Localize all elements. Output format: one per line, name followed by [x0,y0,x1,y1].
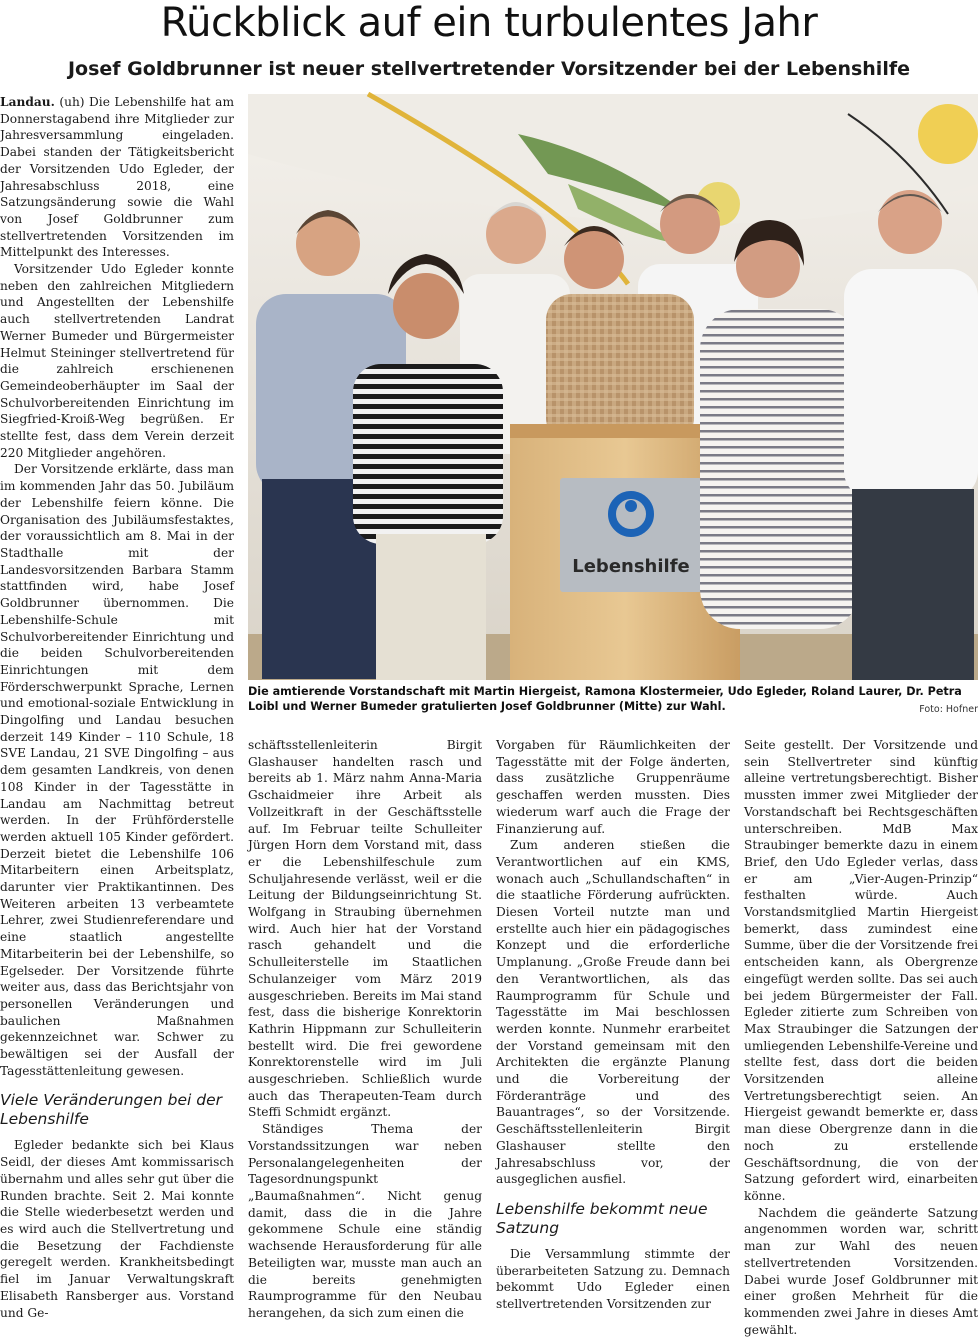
person-2-shirt [353,364,503,544]
paragraph: schäftsstellenleiterin Birgit Glashauser handelten rasch und bereits ab 1. März nahm Anna-Maria Gschaidmeier ihre Arbeit als Vollzeitkraft in der Geschäftsstelle auf. Im Februar teilte Schulleiter Jürgen Horn dem Vorstand mit, dass er die Lebenshilfeschule zum Schuljahresende verlässt, weil er die Leitung der Bildungseinrichtung St. Wolfgang in Straubing übernehmen wird. Auch hier hat der Vorstand rasch gehandelt und die Schulleiterstelle im Staatlichen Schulanzeiger vom März 2019 ausgeschrieben. Bereits im Mai stand fest, dass die bisherige Konrektorin Kathrin Hippmann zur Schulleiterin bestellt wird. Die frei gewordene Konrektorenstelle wird im Juli ausgeschrieben. Schließlich wurde auch das Therapeuten-Team durch Steffi Schmidt ergänzt. [248,738,482,1120]
article-subheadline: Josef Goldbrunner ist neuer stellvertretender Vorsitzender bei der Lebenshilfe [67,58,910,80]
paragraph: Die Versammlung stimmte der überarbeiteten Satzung zu. Demnach bekommt Udo Egleder einen stellvertretenden Vorsitzenden zur [496,1246,730,1312]
person-7-shirt [844,269,978,499]
paragraph: Vorgaben für Räumlichkeiten der Tagesstätte mit der Folge änderten, dass zusätzliche Gruppenräume geschaffen werden mussten. Dies wiederum warf auch die Frage der Finanzierung auf. [496,738,730,836]
paragraph: Nachdem die geänderte Satzung angenommen worden war, schritt man zur Wahl des neuen stellvertretenden Vorsitzenden. Dabei wurde Josef Goldbrunner mit einer großen Mehrheit für die kommenden zwei Jahre in dieses Amt gewählt. [744,1205,978,1337]
paragraph: Zum anderen stießen die Verantwortlichen auf ein KMS, wonach auch „Schullandschaften“ in die staatliche Förderung aufrückten. Diesen Vorteil nutzte man und erstellte auch hier ein pädagogisches Konzept und die erforderliche Umplanung. „Große Freude dann bei den Verantwortlichen, als das Raumprogramm für Schule und Tagesstätte im Mai beschlossen werden konnte. Nunmehr erarbeitet der Vorstand gemeinsam mit den Architekten die ergänzte Planung und die Vorbereitung der Förderanträge und des Bauantrages“, so der Vorsitzende. Geschäftsstellenleiterin Birgit Glashauser stellte den Jahresabschluss vor, der ausgeglichen ausfiel. [496,838,730,1187]
text-column-4 [744,737,978,1337]
paragraph: Landau. (uh) Die Lebenshilfe hat am Donnerstagabend ihre Mitglieder zur Jahresversammlung eingeladen. Dabei standen der Tätigkeitsbericht der Vorsitzenden Udo Egleder, der Jahresabschluss 2018, eine Satzungsänderung sowie die Wahl von Josef Goldbrunner zum stellvertretenden Vorsitzenden im Mittelpunkt des Interesses. [0,95,234,260]
paragraph: Seite gestellt. Der Vorsitzende und sein Stellvertreter sind künftig alleine vertretungsberechtigt. Bisher mussten immer zwei Mitglieder der Vorstandschaft bei Rechtsgeschäften unterschreiben. MdB Max Straubinger bemerkte dazu in einem Brief, den Udo Egleder verlas, dass er am „Vier-Augen-Prinzip“ festhalten würde. Auch Vorstandsmitglied Martin Hiergeist bemerkt, dass zumindest eine Summe, über die der Vorsitzende frei entscheiden kann, als Obergrenze eingefügt werden sollte. Das sei auch bei jedem Bürgermeister der Fall. Egleder zitierte zum Schreiben von Max Straubinger die Satzungen der umliegenden Lebenshilfe-Vereine und stellte fest, dass dort die beiden Vorsitzenden alleine Vertretungsberechtigt seien. An Hiergeist gewandt bemerkte er, dass man diese Obergrenze dann in die noch zu erstellende Geschäftsordnung, die von der Satzung gefordert wird, einarbeiten könne. [744,738,978,1203]
photo-credit: Foto: Hofner [919,704,978,715]
paragraph: Ständiges Thema der Vorstandssitzungen war neben Personalangelegenheiten der Tagesordnungspunkt „Baumaßnahmen“. Nicht genug damit, dass die in die Jahre gekommene Schule eine ständig wachsende Herausforderung für alle Beteiligten war, musste man auch an die bereits genehmigten Raumprogramme für den Neubau herangehen, da sich zum einen die [248,1122,482,1320]
paragraph: Der Vorsitzende erklärte, dass man im kommenden Jahr das 50. Jubiläum der Lebenshilfe feiern könne. Die Organisation des Jubiläumsfestaktes, der voraussichtlich am 8. Mai in der Stadthalle mit der Landesvorsitzenden Barbara Stamm stattfinden wird, habe Josef Goldbrunner übernommen. Die Lebenshilfe-Schule mit Schulvorbereitender Einrichtung und die beiden Schulvorbereitenden Einrichtungen mit dem Förderschwerpunkt Sprache, Lernen und emotional-soziale Entwicklung in Dingolfing und Landau besuchen derzeit 149 Kinder – 110 Schule, 18 SVE Landau, 21 SVE Dingolfing – aus dem gesamten Landkreis, von denen 108 Kinder in der Tagesstätte in Landau am Nachmittag betreut werden. In der Frühförderstelle werden aktuell 105 Kinder gefördert. Derzeit bietet die Lebenshilfe 106 Mitarbeitern einen Arbeitsplatz, darunter vier Praktikantinnen. Des Weiteren arbeiten 13 verbeamtete Lehrer, zwei Studienreferendare und eine staatlich angestellte Mitarbeiterin bei der Lebenshilfe, so Egelseder. Der Vorsitzende führte weiter aus, dass das Berichtsjahr von personellen Veränderungen und baulichen Maßnahmen gekennzeichnet war. Schwer zu bewältigen sei der Ausfall der Tagesstättenleitung gewesen. [0,462,234,1078]
paragraph: Vorsitzender Udo Egleder konnte neben den zahlreichen Mitgliedern und Angestellten der Lebenshilfe auch stellvertretenden Landrat Werner Bumeder und Bürgermeister Helmut Steininger stellvertretend für die zahlreich erschienenen Gemeindeoberhäupter im Saal der Schulvorbereitenden Einrichtung im Siegfried-Kroiß-Weg begrüßen. Er stellte fest, dass dem Verein derzeit 220 Mitglieder angehören. [0,262,234,460]
logo-text: Lebenshilfe [572,556,690,577]
text-column-1 [0,94,234,1320]
text-column-3 [496,737,730,1312]
text-column-2 [248,737,482,1320]
section-heading: Viele Veränderungen bei der Lebenshilfe [0,1091,223,1129]
person-6-dress [700,309,860,629]
article-headline: Rückblick auf ein turbulentes Jahr [160,0,818,46]
paragraph: Egleder bedankte sich bei Klaus Seidl, der dieses Amt kommissarisch übernahm und alles sehr gut über die Runden brachte. Seit 2. Mai konnte die Stelle wiederbesetzt werden und es wird auch die Stellvertretung und die Besetzung der Fachdienste geregelt werden. Krankheitsbedingt fiel im Januar Verwaltungskraft Elisabeth Ransberger aus. Vorstand und Ge- [0,1138,234,1320]
section-heading: Lebenshilfe bekommt neue Satzung [496,1199,708,1237]
photo-caption: Die amtierende Vorstandschaft mit Martin Hiergeist, Ramona Klostermeier, Udo Egleder, Roland Laurer, Dr. Petra Loibl und Werner Bumeder gratulierten Josef Goldbrunner (Mitte) zur Wahl. [248,685,962,713]
dateline: Landau. [0,95,55,109]
group-photo [248,94,978,680]
group-photo-illustration [248,94,978,680]
